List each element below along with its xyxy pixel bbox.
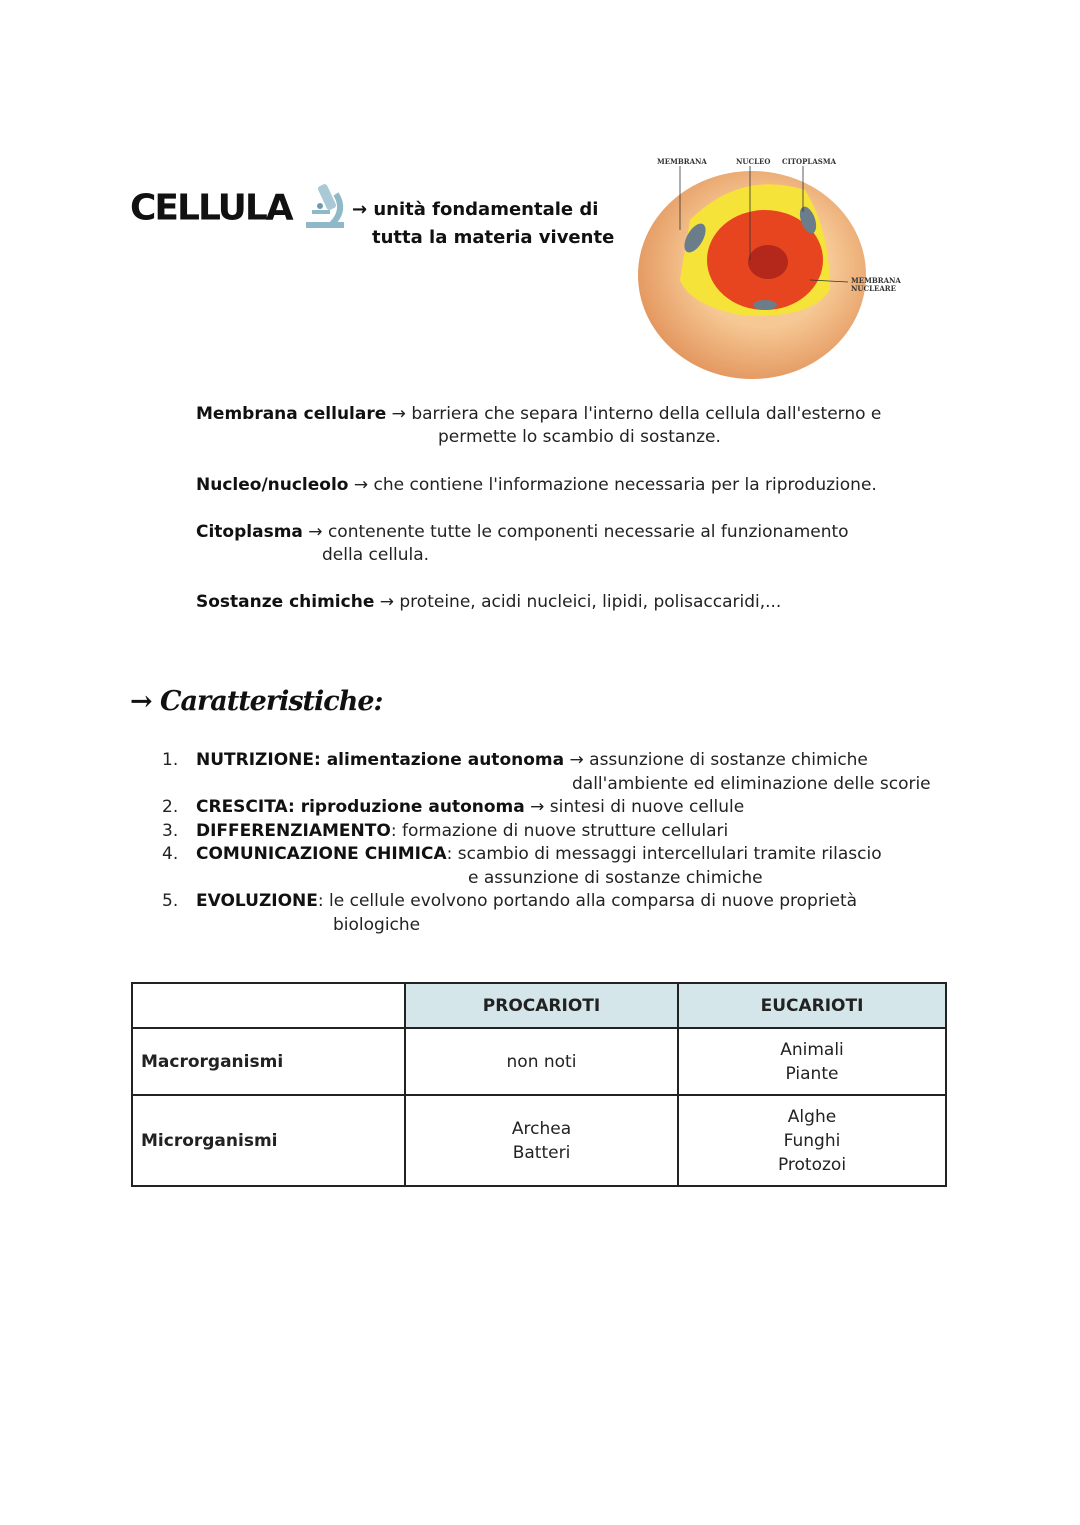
cell-eucarioti: Alghe Funghi Protozoi — [678, 1095, 946, 1186]
definition-membrana: Membrana cellulare → barriera che separa l'interno della cellula dall'esterno e permette lo scambio di sostanze. — [196, 404, 882, 447]
cell-eucarioti: Animali Piante — [678, 1028, 946, 1095]
list-item: 3. DIFFERENZIAMENTO: formazione di nuove strutture cellulari — [162, 821, 729, 841]
label-membrana: MEMBRANA — [657, 157, 707, 166]
row-label: Microrganismi — [132, 1095, 405, 1186]
microscope-icon — [302, 180, 350, 239]
definition-citoplasma: Citoplasma → contenente tutte le componenti necessarie al funzionamento della cellula. — [196, 522, 849, 565]
header-procarioti: PROCARIOTI — [405, 983, 678, 1028]
page-title: CELLULA — [130, 180, 350, 239]
table-row — [132, 1095, 946, 1186]
list-item: 5. EVOLUZIONE: le cellule evolvono portando alla comparsa di nuove proprietà biologiche — [162, 891, 858, 935]
cell-procarioti: Archea Batteri — [405, 1095, 678, 1186]
section-heading: → Caratteristiche: — [130, 686, 383, 717]
label-nucleo: NUCLEO — [736, 157, 771, 166]
table-header-row — [132, 983, 946, 1028]
row-label: Macrorganismi — [132, 1028, 405, 1095]
cell-types-table — [131, 982, 947, 1187]
cell-procarioti: non noti — [405, 1028, 678, 1095]
cell-diagram — [630, 150, 910, 385]
definition-nucleo: Nucleo/nucleolo → che contiene l'informazione necessaria per la riproduzione. — [196, 475, 877, 495]
definition-sostanze: Sostanze chimiche → proteine, acidi nucleici, lipidi, polisaccaridi,... — [196, 592, 782, 612]
table-row — [132, 1028, 946, 1095]
cell-definition: → unità fondamentale di tutta la materia vivente — [352, 199, 615, 248]
label-membrana-nucleare: MEMBRANA NUCLEARE — [851, 276, 901, 293]
list-item: 4. COMUNICAZIONE CHIMICA: scambio di messaggi intercellulari tramite rilascio e assunzione di sostanze chimiche — [162, 844, 882, 888]
list-item: 1. NUTRIZIONE: alimentazione autonoma → assunzione di sostanze chimiche dall'ambiente ed eliminazione delle scorie — [162, 750, 931, 794]
header-empty — [132, 983, 405, 1028]
list-item: 2. CRESCITA: riproduzione autonoma → sintesi di nuove cellule — [162, 797, 745, 817]
label-citoplasma: CITOPLASMA — [782, 157, 837, 166]
header-eucarioti: EUCARIOTI — [678, 983, 946, 1028]
